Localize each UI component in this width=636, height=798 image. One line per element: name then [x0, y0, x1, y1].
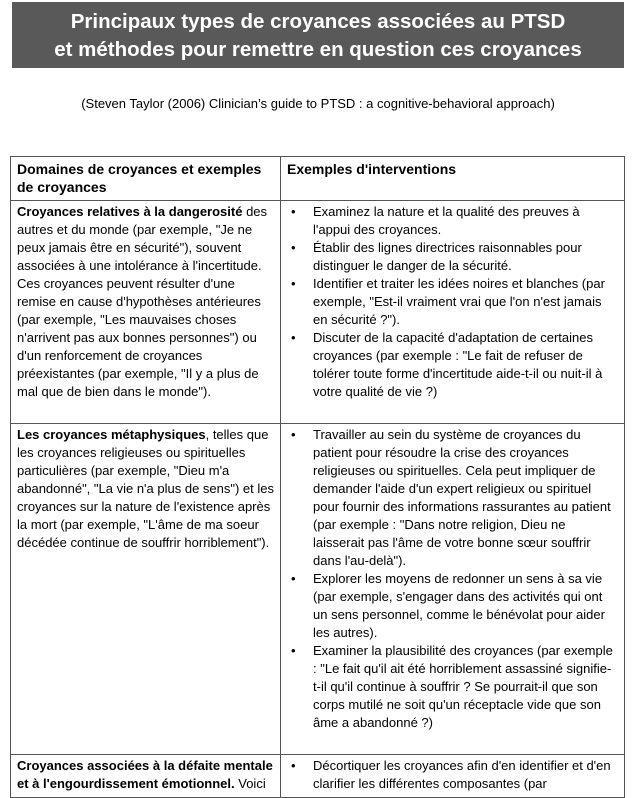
document-title: [12, 2, 624, 68]
interventions-cell: [281, 201, 625, 424]
bullet-icon: •: [291, 276, 296, 291]
list-item: • Examinez la nature et la qualité des preuves à l'appui des croyances.: [291, 204, 580, 237]
bullet-icon: •: [291, 758, 296, 773]
belief-domain-title: Les croyances métaphysiques: [17, 427, 206, 442]
title-line-2: et méthodes pour remettre en question ces croyances: [54, 38, 582, 61]
list-item: • Identifier et traiter les idées noires et blanches (par exemple, "Est-il vraiment vrai que l'on n'est jamais en sécurité ?").: [291, 276, 605, 327]
table-row: [11, 424, 625, 755]
belief-domain-cell: [11, 424, 281, 755]
belief-domain-cell: [11, 201, 281, 424]
beliefs-table: [10, 156, 625, 798]
table-row: [11, 755, 625, 798]
belief-domain-description: , telles que les croyances religieuses ou spirituelles particulières (par exemple, "Dieu m'a abandonné", "La vie n'a plus de sens") et les croyances sur la nature de l'existence après la mort (par exemple, "L'âme de ma soeur décédée continue de souffrir horriblement").: [17, 427, 274, 550]
list-item: • Discuter de la capacité d'adaptation de certaines croyances (par exemple : "Le fait de refuser de tolérer toute forme d'incertitude aide-t-il ou nuit-il à votre qualité de vie ?): [291, 330, 603, 399]
list-item: • Décortiquer les croyances afin d'en identifier et d'en clarifier les différentes composantes (par: [291, 758, 611, 791]
title-line-1: Principaux types de croyances associées au PTSD: [70, 10, 566, 33]
belief-domain-title: Croyances relatives à la dangerosité: [17, 204, 243, 219]
list-item: • Travailler au sein du système de croyances du patient pour résoudre la crise des croyances religieuses ou spirituelles. Cela peut impliquer de demander l'aide d'un expert religieux ou spirituel pour fournir des informations rassurantes au patient (par exemple : "Dans notre religion, Dieu ne laisserait pas l'âme de votre bonne sœur souffrir dans l'au-delà").: [291, 427, 611, 568]
header-beliefs-domains: Domaines de croyances et exemples de croyances: [11, 157, 281, 201]
interventions-cell: [281, 424, 625, 755]
bullet-icon: •: [291, 240, 296, 255]
list-item: • Établir des lignes directrices raisonnables pour distinguer le danger de la sécurité.: [291, 240, 582, 273]
list-item: • Examiner la plausibilité des croyances (par exemple : "Le fait qu'il ait été horriblement assassiné signifie-t-il qu'il continue à souffrir ? Se pourrait-il que son corps mutilé ne soit qu'un réceptacle vide que son âme a abandonné ?): [291, 643, 613, 730]
bullet-icon: •: [291, 204, 296, 219]
list-item: • Explorer les moyens de redonner un sens à sa vie (par exemple, s'engager dans des activités qui ont un sens personnel, comme le bénévolat pour aider les autres).: [291, 571, 605, 640]
belief-domain-description: des autres et du monde (par exemple, "Je ne peux jamais être en sécurité"), souvent associées à une intolérance à l'incertitude. Ces croyances peuvent résulter d'une remise en cause d'hypothèses antérieures (par exemple, "Les mauvaises choses n'arrivent pas aux bonnes personnes") ou d'un renforcement de croyances préexistantes (par exemple, "Il y a plus de mal que de bien dans le monde").: [17, 204, 268, 399]
interventions-cell: [281, 755, 625, 798]
table-row: [11, 201, 625, 424]
bullet-icon: •: [291, 643, 296, 658]
citation: (Steven Taylor (2006) Clinician’s guide to PTSD : a cognitive-behavioral approach): [81, 96, 555, 111]
belief-domain-title: Croyances associées à la défaite mentale et à l'engourdissement émotionnel.: [17, 758, 273, 791]
belief-domain-cell: [11, 755, 281, 798]
belief-domain-description: Voici: [234, 776, 266, 791]
bullet-icon: •: [291, 571, 296, 586]
table-header-row: [11, 157, 625, 201]
header-interventions: Exemples d'interventions: [281, 157, 625, 201]
bullet-icon: •: [291, 427, 296, 442]
bullet-icon: •: [291, 330, 296, 345]
